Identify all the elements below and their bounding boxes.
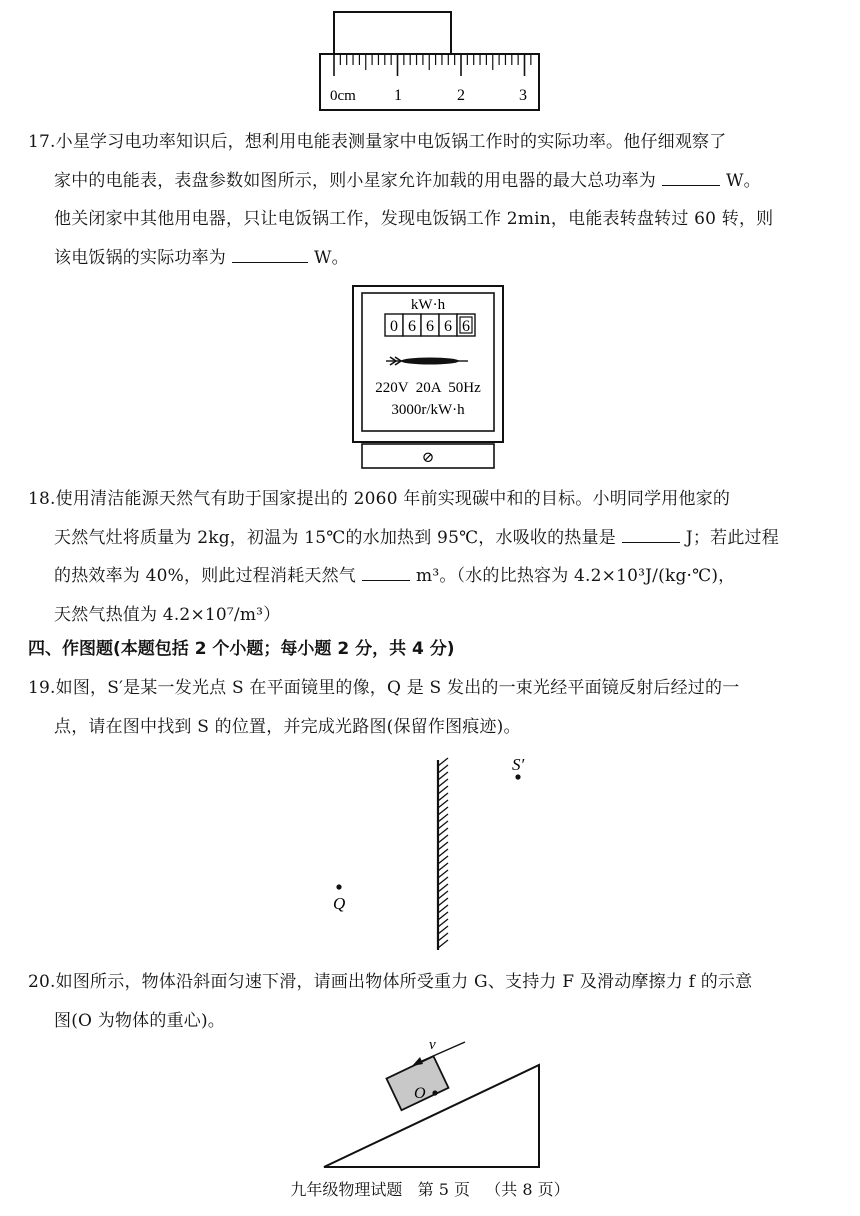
mirror-hatch-line [438,905,448,913]
meter-digit-2: 6 [408,318,416,335]
label-q: Q [333,894,346,913]
mirror-hatch-line [438,933,448,941]
mirror-hatch-line [438,828,448,836]
center-of-gravity-point [432,1090,437,1095]
question-18-line-3-end: m³。（水的比热容为 4.2×10³J/(kg·℃)， [416,566,736,586]
meter-digit-1: 0 [390,318,398,335]
ruler-label-0: 0cm [330,88,356,104]
ruler-label-1: 1 [394,87,402,104]
mirror-hatch-line [438,793,448,801]
question-17-line-3: 他关闭家中其他用电器，只让电饭锅工作，发现电饭锅工作 2min，电能表转盘转过 60 转，则 [54,209,774,229]
incline-figure [316,1036,548,1172]
question-20-line-2: 图(O 为物体的重心)。 [54,1010,226,1031]
measured-block [334,12,451,54]
question-19-line-1: 如图，S′是某一发光点 S 在平面镜里的像，Q 是 S 发出的一束光经平面镜反射后经过的一 [55,678,740,698]
question-17-line-4-end: W。 [314,247,349,268]
question-19-line-2: 点，请在图中找到 S 的位置，并完成光路图(保留作图痕迹)。 [54,716,521,737]
question-18-number: 18. [28,489,56,509]
question-17-line-2: 家中的电能表，表盘参数如图所示，则小星家允许加载的用电器的最大总功率为 [54,170,656,191]
meter-digit-4: 6 [444,318,452,335]
mirror-hatch-line [438,765,448,773]
answer-blank-gas-volume[interactable] [362,562,410,581]
mirror-hatch-line [438,919,448,927]
mirror-hatch [438,758,448,948]
mirror-hatch-line [438,835,448,843]
question-20-number: 20. [28,972,56,992]
mirror-hatch-line [438,779,448,787]
question-19 [28,669,838,746]
answer-blank-max-power[interactable] [662,167,720,186]
question-20 [28,963,838,1040]
mirror-hatch-line [438,891,448,899]
answer-blank-actual-power[interactable] [232,244,308,263]
mirror-hatch-line [438,758,448,766]
question-17-number: 17. [28,132,56,152]
meter-digit-5: 6 [462,318,470,335]
electric-meter-figure [350,284,506,472]
point-s-prime [515,774,520,779]
meter-base-symbol: ⊘ [421,450,435,466]
mirror-hatch-line [438,842,448,850]
mirror-hatch-line [438,877,448,885]
question-19-number: 19. [28,678,56,698]
mirror-hatch-line [438,898,448,906]
meter-unit: kW·h [410,297,446,313]
mirror-hatch-line [438,863,448,871]
question-18-line-2-end: J；若此过程 [685,527,779,548]
mirror-hatch-line [438,884,448,892]
mirror-hatch-line [438,821,448,829]
answer-blank-heat[interactable] [622,524,680,543]
point-q [336,884,341,889]
question-17-line-2-end: W。 [726,170,761,191]
mirror-hatch-line [438,912,448,920]
mirror-hatch-line [438,814,448,822]
label-s-prime: S′ [512,755,525,774]
question-18-line-1: 使用清洁能源天然气有助于国家提出的 2060 年前实现碳中和的目标。小明同学用他家的 [55,489,731,509]
question-20-line-1: 如图所示，物体沿斜面匀速下滑，请画出物体所受重力 G、支持力 F 及滑动摩擦力 f 的示意 [55,972,753,992]
question-18-line-3: 的热效率为 40%，则此过程消耗天然气 [54,566,356,586]
mirror-hatch-line [438,940,448,948]
mirror-hatch-line [438,926,448,934]
ruler-figure [300,10,560,114]
meter-spec-2: 3000r/kW·h [391,402,465,418]
mirror-hatch-line [438,870,448,878]
question-17-line-4: 该电饭锅的实际功率为 [54,247,226,268]
velocity-arrow [412,1042,465,1066]
page-footer: 九年级物理试题 第 5 页 （共 8 页） [290,1180,570,1199]
question-18-line-2: 天然气灶将质量为 2kg，初温为 15℃的水加热到 95℃，水吸收的热量是 [54,527,616,548]
mirror-hatch-line [438,800,448,808]
ruler-label-2: 2 [457,87,465,104]
label-o: O [414,1085,426,1102]
mirror-hatch-line [438,786,448,794]
ruler-label-3: 3 [519,87,527,104]
mirror-hatch-line [438,849,448,857]
section-4-title: 四、作图题(本题包括 2 个小题；每小题 2 分，共 4 分) [28,639,455,659]
question-17-line-1: 小星学习电功率知识后，想利用电能表测量家中电饭锅工作时的实际功率。他仔细观察了 [55,132,727,152]
question-18-line-4: 天然气热值为 4.2×10⁷/m³） [54,604,281,625]
mirror-hatch-line [438,772,448,780]
mirror-hatch-line [438,807,448,815]
label-v: v [429,1037,436,1053]
meter-spec-1: 220V 20A 50Hz [375,380,481,396]
question-17 [28,123,838,277]
meter-digit-3: 6 [426,318,434,335]
question-18 [28,480,838,634]
mirror-figure [320,750,540,955]
mirror-hatch-line [438,856,448,864]
